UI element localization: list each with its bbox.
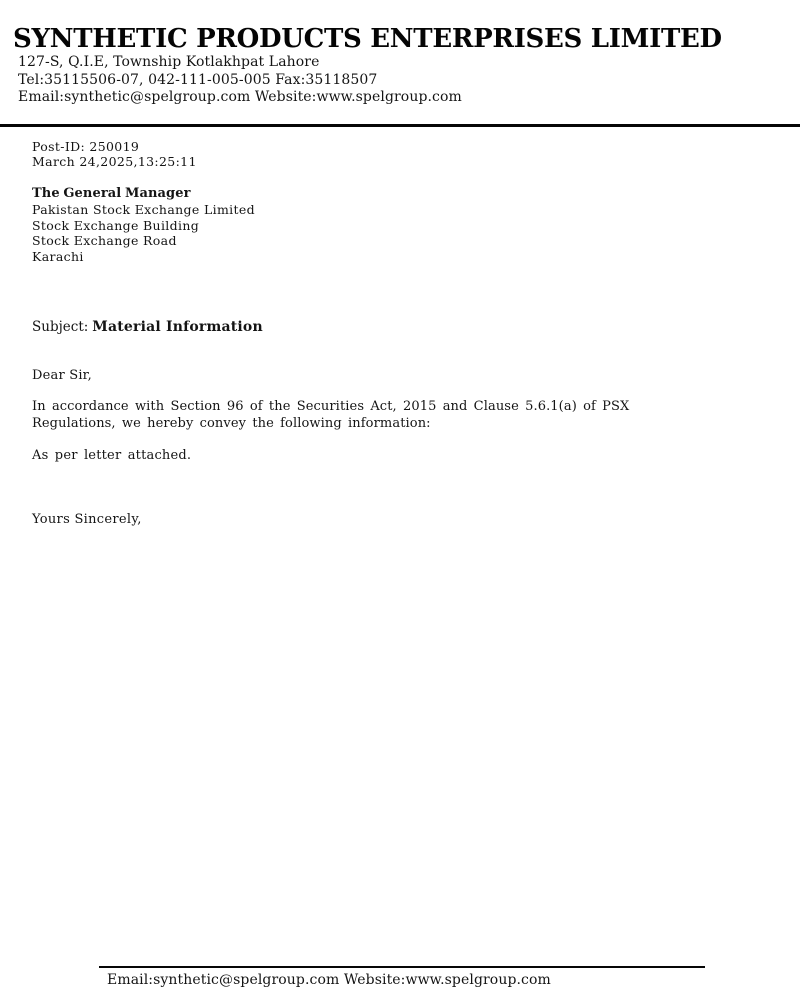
footer-divider-rule <box>99 966 705 968</box>
company-contact-line: Email:synthetic@spelgroup.com Website:www.spelgroup.com <box>18 89 462 105</box>
company-name-heading: SYNTHETIC PRODUCTS ENTERPRISES LIMITED <box>13 24 722 54</box>
header-divider-rule <box>0 124 800 127</box>
recipient-line: Karachi <box>32 249 84 265</box>
footer-contact-line: Email:synthetic@spelgroup.com Website:www.spelgroup.com <box>107 972 551 988</box>
subject-label: Subject: <box>32 319 89 335</box>
closing-line: Yours Sincerely, <box>32 512 142 527</box>
recipient-line: Pakistan Stock Exchange Limited <box>32 201 255 217</box>
recipient-title: The General Manager <box>32 186 191 201</box>
subject-value: Material Information <box>92 319 263 335</box>
company-address-line: 127-S, Q.I.E, Township Kotlakhpat Lahore <box>18 54 320 70</box>
post-id: Post-ID: 250019 <box>32 139 140 154</box>
recipient-line: Stock Exchange Road <box>32 233 177 249</box>
post-datetime: March 24,2025,13:25:11 <box>32 154 197 169</box>
salutation: Dear Sir, <box>32 368 92 383</box>
recipient-line: Stock Exchange Building <box>32 217 200 233</box>
company-phone-line: Tel:35115506-07, 042-111-005-005 Fax:35118507 <box>18 72 378 88</box>
recipient-address-block <box>32 186 255 265</box>
body-paragraph: In accordance with Section 96 of the Securities Act, 2015 and Clause 5.6.1(a) of PSX Regulations, we hereby convey the following information: <box>32 399 630 431</box>
attachment-note: As per letter attached. <box>32 448 192 463</box>
subject-line <box>32 319 263 335</box>
